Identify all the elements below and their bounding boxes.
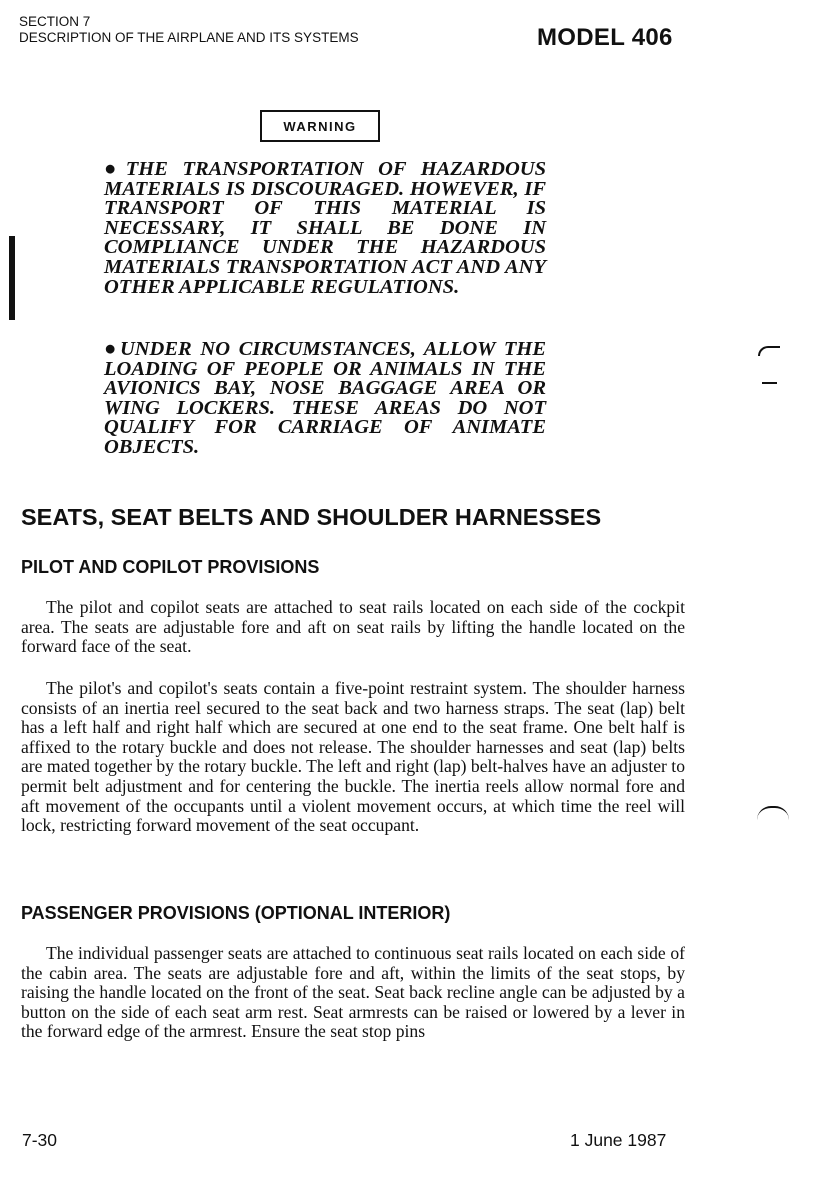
bullet-icon: ● xyxy=(104,338,120,360)
margin-mark-icon xyxy=(757,806,789,820)
bullet-icon: ● xyxy=(104,158,126,180)
margin-mark-icon xyxy=(758,346,780,356)
section-number: SECTION 7 xyxy=(19,14,91,29)
body-paragraph: The pilot and copilot seats are attached to seat rails located on each side of the cockpit area. The seats are adjustable fore and aft on seat rails by lifting the handle located on the forward face of the seat. xyxy=(21,597,685,657)
section-subtitle: DESCRIPTION OF THE AIRPLANE AND ITS SYSTEMS xyxy=(19,30,359,45)
warning-text: THE TRANSPORTATION OF HAZARDOUS MATERIALS IS DISCOURAGED. HOWEVER, IF TRANSPORT OF THIS MATERIAL IS NECESSARY, IT SHALL BE DONE IN COMPLIANCE UNDER THE HAZARDOUS MATERIALS TRANSPORTATION ACT AND ANY OTHER APPLICABLE REGULATIONS. xyxy=(104,158,546,298)
model-title: MODEL 406 xyxy=(537,24,673,51)
subsection-heading: PASSENGER PROVISIONS (OPTIONAL INTERIOR) xyxy=(21,903,451,923)
running-header xyxy=(19,14,359,46)
page-number: 7-30 xyxy=(22,1130,58,1150)
warning-label: WARNING xyxy=(260,110,380,142)
warning-item xyxy=(104,340,546,458)
body-paragraph: The pilot's and copilot's seats contain a five-point restraint system. The shoulder harness consists of an inertia reel secured to the seat back and two harness straps. The seat (lap) belt has a left half and right half which are secured at one end to the seat frame. One belt half is affixed to the rotary buckle and does not release. The shoulder harnesses and seat (lap) belts are mated together by the rotary buckle. The left and right (lap) belt-halves have an adjuster to permit belt adjustment and for centering the buckle. The inertia reels allow normal fore and aft movement of the occupants until a violent movement occurs, at which time the reel will lock, restricting forward movement of the seat occupant. xyxy=(21,678,685,836)
revision-bar xyxy=(9,236,15,320)
warning-item xyxy=(104,160,546,297)
subsection-heading: PILOT AND COPILOT PROVISIONS xyxy=(21,557,320,577)
warning-text: UNDER NO CIRCUMSTANCES, ALLOW THE LOADING OF PEOPLE OR ANIMALS IN THE AVIONICS BAY, NOSE BAGGAGE AREA OR WING LOCKERS. THESE AREAS DO NOT QUALIFY FOR CARRIAGE OF ANIMATE OBJECTS. xyxy=(104,338,546,458)
margin-mark-icon xyxy=(762,382,777,384)
body-paragraph: The individual passenger seats are attached to continuous seat rails located on each side of the cabin area. The seats are adjustable fore and aft, within the limits of the seat stops, by raising the handle located on the front of the seat. Seat back recline angle can be adjusted by a button on the side of each seat arm rest. Seat armrests can be raised or lowered by a lever in the forward edge of the armrest. Ensure the seat stop pins xyxy=(21,943,685,1042)
revision-date: 1 June 1987 xyxy=(570,1130,667,1150)
section-title: SEATS, SEAT BELTS AND SHOULDER HARNESSES xyxy=(21,504,602,530)
